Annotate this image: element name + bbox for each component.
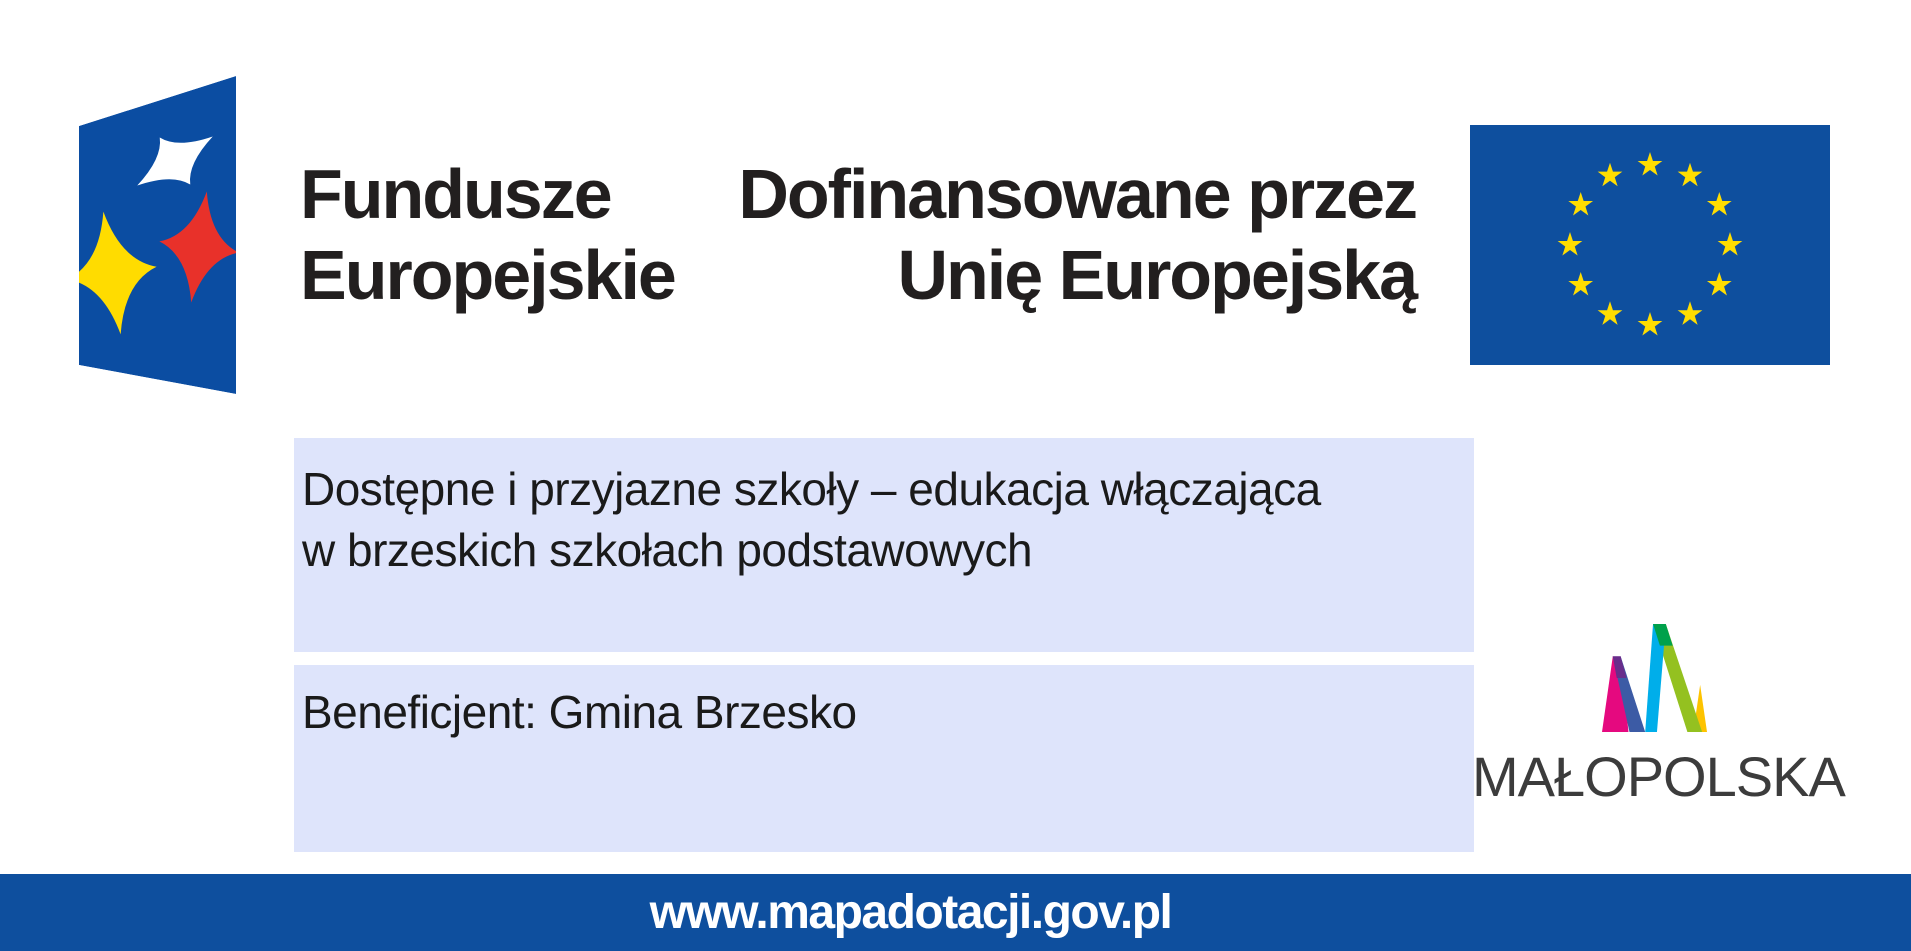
funding-statement-line2: Unię Europejską [897,236,1416,314]
project-title-panel [294,438,1474,652]
footer-bar [0,874,1911,951]
footer-url: www.mapadotacji.gov.pl [649,886,1172,939]
project-title-line2: w brzeskich szkołach podstawowych [302,524,1033,576]
funding-statement [738,154,1416,316]
program-name-line2: Europejskie [300,236,675,314]
program-name-line1: Fundusze [300,155,611,233]
program-name [300,154,675,316]
funding-statement-line1: Dofinansowane przez [738,155,1416,233]
beneficiary-panel [294,665,1474,852]
malopolska-wordmark: MAŁOPOLSKA [1472,745,1845,808]
eu-flag-icon [1470,125,1830,365]
beneficiary-text: Beneficjent: Gmina Brzesko [302,686,857,738]
project-title-line1: Dostępne i przyjazne szkoły – edukacja włączająca [302,463,1321,515]
fe-flag-stars-logo-icon [79,76,236,394]
malopolska-mountains-logo-icon [1602,623,1708,733]
